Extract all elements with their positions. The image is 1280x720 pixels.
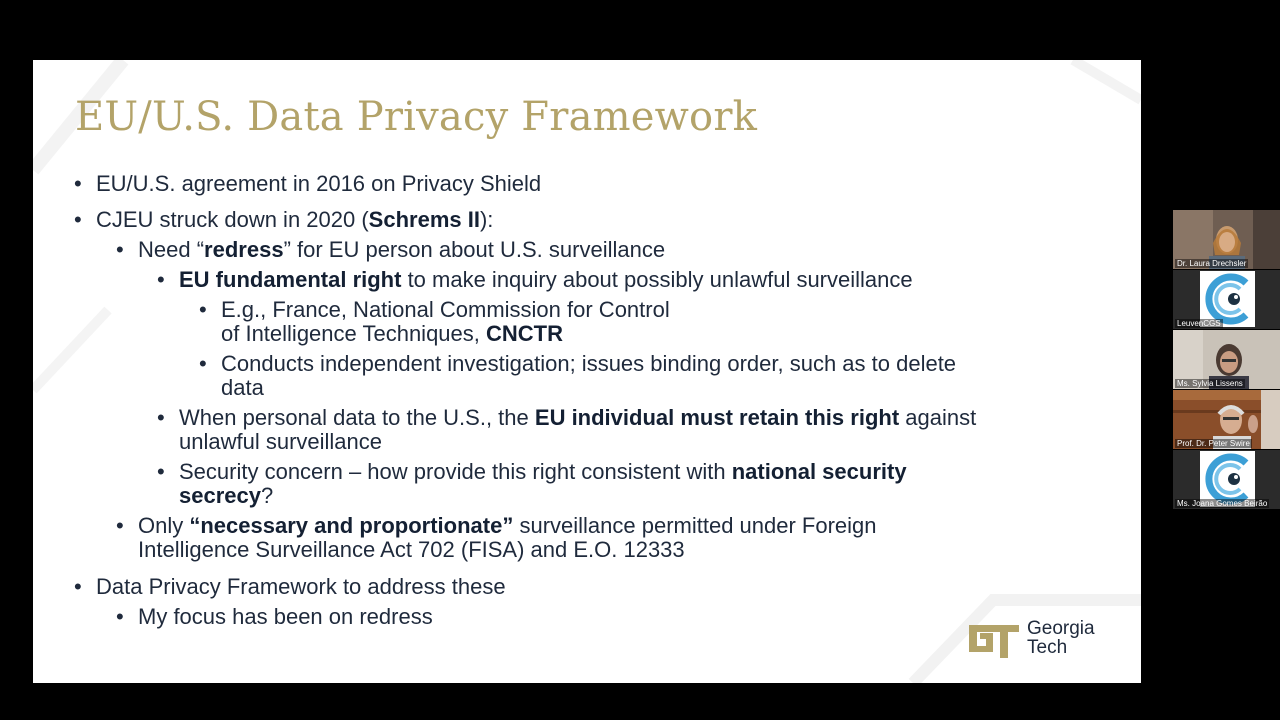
bullet-item <box>157 459 907 484</box>
bullet-text-bold: Schrems II <box>368 207 480 232</box>
bullet-dot-icon: • <box>74 207 82 232</box>
bullet-text: to make inquiry about possibly unlawful surveillance <box>401 267 913 292</box>
bullet-dot-icon: • <box>157 405 165 430</box>
participant-tile[interactable] <box>1173 270 1280 329</box>
bullet-text: of Intelligence Techniques, <box>221 321 486 346</box>
bullet-text-bold: “necessary and proportionate” <box>189 513 514 538</box>
participant-tile[interactable] <box>1173 390 1280 449</box>
participant-name: LeuvenCGS <box>1177 319 1221 328</box>
slide-title: EU/U.S. Data Privacy Framework <box>75 94 758 140</box>
bullet-item <box>199 297 670 322</box>
bullet-text: Only <box>138 513 190 538</box>
bullet-dot-icon: • <box>74 574 82 599</box>
participant-name: Dr. Laura Drechsler <box>1177 259 1247 268</box>
bullet-text: When personal data to the U.S., the <box>179 405 535 430</box>
bullet-text: Data Privacy Framework to address these <box>96 574 506 599</box>
bullet-continuation <box>221 376 264 400</box>
bullet-continuation <box>179 430 382 454</box>
bullet-item <box>74 574 506 599</box>
bullet-item <box>116 513 877 538</box>
bullet-dot-icon: • <box>157 267 165 292</box>
bullet-text: against <box>899 405 977 430</box>
bullet-text: Need “ <box>138 237 205 262</box>
bullet-dot-icon: • <box>199 351 207 376</box>
bullet-continuation <box>138 538 685 562</box>
logo-line-tech: Tech <box>1027 637 1068 658</box>
bullet-item <box>157 405 977 430</box>
bullet-dot-icon: • <box>199 297 207 322</box>
bullet-dot-icon: • <box>157 459 165 484</box>
bullet-item <box>199 351 957 376</box>
bullet-continuation <box>179 484 273 508</box>
bullet-dot-icon: • <box>116 237 124 262</box>
bullet-item <box>157 267 913 292</box>
bullet-text-bold: EU fundamental right <box>179 267 402 292</box>
participant-tile[interactable] <box>1173 330 1280 389</box>
participant-name: Ms. Sylvia Lissens <box>1177 379 1243 388</box>
bullet-text: Intelligence Surveillance Act 702 (FISA) and E.O. 12333 <box>138 537 685 562</box>
participant-tile[interactable] <box>1173 450 1280 509</box>
participant-tile[interactable] <box>1173 210 1280 269</box>
bullet-item <box>74 207 494 232</box>
bullet-item <box>116 604 433 629</box>
participant-name: Prof. Dr. Peter Swire <box>1177 439 1250 448</box>
bullet-dot-icon: • <box>116 604 124 629</box>
bullet-text-bold: EU individual must retain this right <box>534 405 900 430</box>
bullet-dot-icon: • <box>116 513 124 538</box>
bullet-item <box>74 171 542 196</box>
bullet-text: data <box>221 375 264 400</box>
bullet-text: surveillance permitted under Foreign <box>513 513 877 538</box>
bullet-text: Security concern – how provide this right consistent with <box>179 459 732 484</box>
bullet-text: ” for EU person about U.S. surveillance <box>283 237 666 262</box>
bullet-dot-icon: • <box>74 171 82 196</box>
presentation-slide <box>33 60 1141 683</box>
bullet-text-bold: CNCTR <box>486 321 563 346</box>
bullet-text-bold: national security <box>731 459 907 484</box>
bullet-text: ? <box>260 483 274 508</box>
bullet-item <box>116 237 666 262</box>
bullet-text: CJEU struck down in 2020 ( <box>96 207 369 232</box>
bullet-text: My focus has been on redress <box>138 604 433 629</box>
participant-name: Ms. Joana Gomes Beirão <box>1177 499 1268 508</box>
bullet-text: ): <box>479 207 494 232</box>
bullet-text: EU/U.S. agreement in 2016 on Privacy Shield <box>96 171 542 196</box>
participant-panel <box>1173 210 1280 510</box>
bullet-text-bold: redress <box>204 237 284 262</box>
georgia-tech-wordmark <box>1027 619 1095 657</box>
bullet-continuation <box>221 322 563 346</box>
bullet-text: Conducts independent investigation; issues binding order, such as to delete <box>221 351 957 376</box>
bullet-text: unlawful surveillance <box>179 429 382 454</box>
bullet-text: E.g., France, National Commission for Control <box>221 297 670 322</box>
bullet-text-bold: secrecy <box>179 483 261 508</box>
logo-line-georgia: Georgia <box>1027 618 1095 639</box>
